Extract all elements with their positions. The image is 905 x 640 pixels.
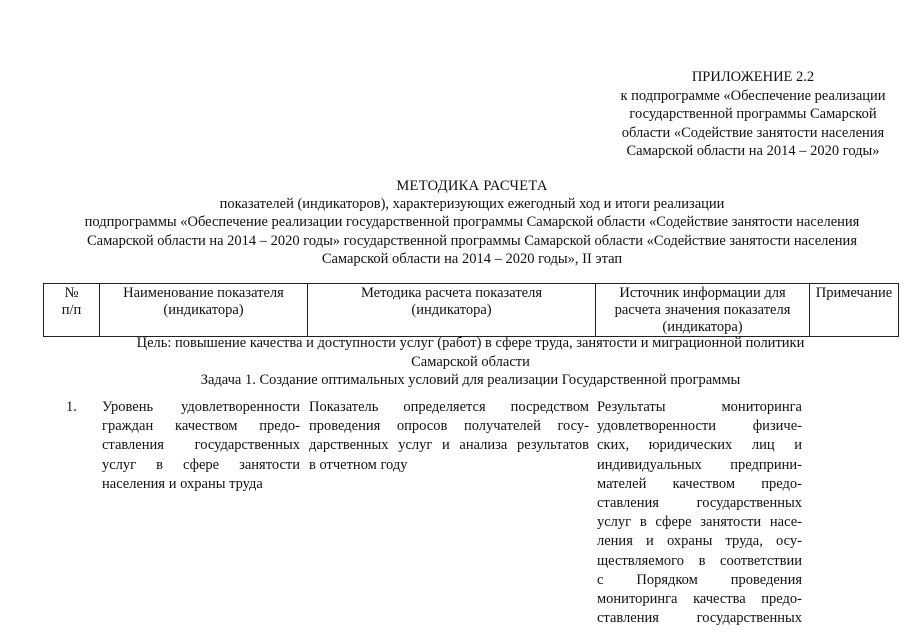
- indicator-name-line: граждан качеством предо-: [102, 418, 300, 435]
- appendix-line: Самарской области на 2014 – 2020 годы»: [626, 143, 880, 159]
- source-line: мониторинга качества предо-: [597, 591, 802, 608]
- appendix-line: области «Содействие занятости населения: [621, 124, 885, 141]
- method-line: дарственных услуг и анализа результатов: [309, 437, 589, 454]
- method-line: Показатель определяется посредством: [309, 399, 589, 415]
- source-line: ставления государственных: [597, 610, 802, 627]
- title-line: Самарской области на 2014 – 2020 годы» государственной программы Самарской области «Содействие занятости населения: [86, 232, 857, 249]
- appendix-header: [605, 68, 901, 161]
- appendix-title: ПРИЛОЖЕНИЕ 2.2: [691, 69, 815, 85]
- source-line: услуг в сфере занятости насе-: [597, 514, 802, 531]
- source-line: ставления государственных: [597, 495, 802, 512]
- header-name-line: Наименование показателя: [123, 285, 284, 301]
- header-method: [308, 284, 596, 337]
- method-line: в отчетном году: [309, 456, 408, 473]
- source-line: удовлетворенности физиче-: [597, 418, 802, 435]
- header-source: [596, 284, 810, 337]
- header-method-line: Методика расчета показателя: [360, 285, 542, 301]
- source-line: ских, юридических лиц и: [597, 437, 802, 454]
- row-number: 1.: [66, 399, 77, 415]
- source-line: ществляемого в соответствии: [597, 552, 802, 569]
- goal-line: Цель: повышение качества и доступности услуг (работ) в сфере труда, занятости и миграционной политики: [136, 335, 805, 351]
- indicator-name-line: услуг в сфере занятости: [102, 456, 300, 473]
- header-name-line: (индикатора): [163, 302, 244, 318]
- title-line: показателей (индикаторов), характеризующих ежегодный ход и итоги реализации: [219, 196, 725, 213]
- header-source-line: расчета значения показателя: [614, 302, 791, 318]
- appendix-line: государственной программы Самарской: [629, 106, 877, 122]
- source-line: Результаты мониторинга: [597, 399, 802, 415]
- header-source-line: Источник информации для: [619, 285, 786, 301]
- goal-section: [43, 334, 898, 390]
- information-source: [597, 398, 802, 628]
- header-name: [100, 284, 308, 337]
- appendix-line: к подпрограмме «Обеспечение реализации: [620, 87, 886, 104]
- header-note: Примечание: [810, 284, 899, 337]
- header-num-line: п/п: [61, 302, 82, 318]
- header-source-line: (индикатора): [662, 319, 743, 335]
- title-line: подпрограммы «Обеспечение реализации государственной программы Самарской области «Содействие занятости населения: [84, 214, 860, 231]
- header-num-line: №: [64, 285, 79, 301]
- title-main: МЕТОДИКА РАСЧЕТА: [396, 178, 548, 194]
- task-line: Задача 1. Создание оптимальных условий для реализации Государственной программы: [200, 372, 741, 388]
- title-line: Самарской области на 2014 – 2020 годы», II этап: [321, 250, 623, 267]
- goal-line: Самарской области: [411, 353, 530, 370]
- indicator-name-line: ставления государственных: [102, 437, 300, 454]
- indicator-name-line: населения и охраны труда: [102, 475, 263, 492]
- header-method-line: (индикатора): [411, 302, 492, 318]
- indicator-name-line: Уровень удовлетворенности: [102, 399, 300, 415]
- calculation-method: [309, 398, 589, 475]
- table-header: [43, 283, 899, 337]
- indicator-name: [102, 398, 300, 494]
- method-line: проведения опросов получателей госу-: [309, 418, 589, 435]
- source-line: ления и охраны труда, осу-: [597, 533, 802, 550]
- document-title: [40, 177, 904, 268]
- source-line: индивидуальных предприни-: [597, 456, 802, 473]
- source-line: мателей качеством предо-: [597, 475, 802, 492]
- source-line: с Порядком проведения: [597, 571, 802, 588]
- header-num: [44, 284, 100, 337]
